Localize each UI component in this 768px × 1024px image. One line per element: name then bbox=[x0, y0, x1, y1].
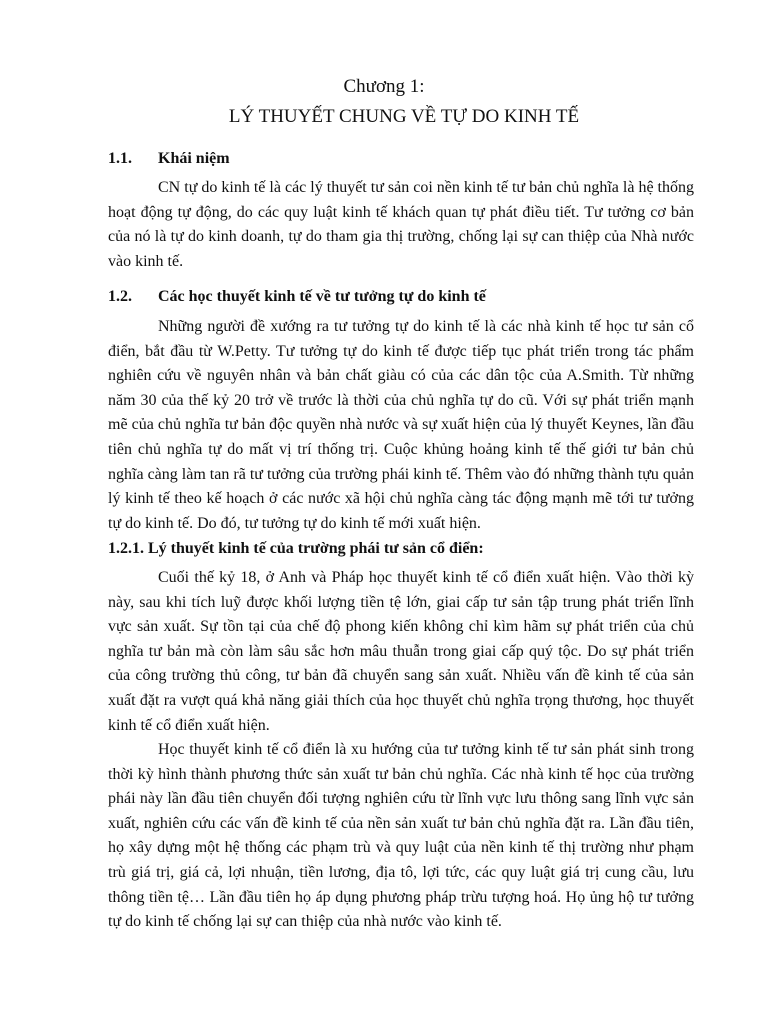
paragraph-1-2-1-b: Học thuyết kinh tế cổ điển là xu hướng của tư tưởng kinh tế tư sản phát sinh trong thời kỳ hình thành phương thức sản xuất tư bản chủ nghĩa. Các nhà kinh tế học của trường phái này lần đầu tiên chuyển đối tượng nghiên cứu từ lĩnh vực lưu thông sang lĩnh vực sản xuất, nghiên cứu các vấn đề kinh tế của nền sản xuất tư bản chủ nghĩa đặt ra. Lần đầu tiên, họ xây dựng một hệ thống các phạm trù và quy luật của nền kinh tế thị trường như phạm trù giá trị, giá cả, lợi nhuận, tiền lương, địa tô, lợi tức, các quy luật giá trị cung cầu, lưu thông tiền tệ… Lần đầu tiên họ áp dụng phương pháp trừu tượng hoá. Họ ủng hộ tư tưởng tự do kinh tế chống lại sự can thiệp của nhà nước vào kinh tế. bbox=[108, 741, 694, 931]
paragraph-1-2: Những người đề xướng ra tư tưởng tự do kinh tế là các nhà kinh tế học tư sản cổ điển, bắt đầu từ W.Petty. Tư tưởng tự do kinh tế được tiếp tục phát triển trong tác phẩm nghiên cứu về nguyên nhân và bản chất giàu có của các dân tộc của A.Smith. Từ những năm 30 của thế kỷ 20 trở về trước là thời của chủ nghĩa tự do cũ. Với sự phát triển mạnh mẽ của chủ nghĩa tư bản độc quyền nhà nước và sự xuất hiện của lý thuyết Keynes, lần đầu tiên chủ nghĩa tự do mất vị trí thống trị. Cuộc khủng hoảng kinh tế thế giới tư bản chủ nghĩa càng làm tan rã tư tưởng của trường phái kinh tế. Thêm vào đó những thành tựu quản lý kinh tế theo kế hoạch ở các nước xã hội chủ nghĩa càng tác động mạnh mẽ tới tư tưởng tự do kinh tế. Do đó, tư tưởng tự do kinh tế mới xuất hiện. bbox=[108, 318, 694, 532]
section-heading-1-2 bbox=[108, 286, 486, 308]
section-title: Các học thuyết kinh tế về tư tưởng tự do kinh tế bbox=[158, 288, 486, 305]
chapter-title: LÝ THUYẾT CHUNG VỀ TỰ DO KINH TẾ bbox=[228, 106, 580, 127]
paragraph-1-1: CN tự do kinh tế là các lý thuyết tư sản coi nền kinh tế tư bản chủ nghĩa là hệ thống hoạt động tự động, do các quy luật kinh tế khách quan tự phát điều tiết. Tư tưởng cơ bản của nó là tự do kinh doanh, tự do tham gia thị trường, chống lại sự can thiệp của Nhà nước vào kinh tế. bbox=[108, 179, 694, 270]
section-heading-1-2-1: 1.2.1. Lý thuyết kinh tế của trường phái tư sản cổ điển: bbox=[108, 540, 484, 557]
section-heading-1-1 bbox=[108, 148, 230, 170]
section-number: 1.2. bbox=[108, 288, 132, 305]
section-title: Khái niệm bbox=[158, 150, 230, 167]
paragraph-1-2-1-a: Cuối thế kỷ 18, ở Anh và Pháp học thuyết kinh tế cổ điển xuất hiện. Vào thời kỳ này, sau khi tích luỹ được khối lượng tiền tệ lớn, giai cấp tư sản tập trung phát triển lĩnh vực sản xuất. Sự tồn tại của chế độ phong kiến không chỉ kìm hãm sự phát triển của chủ nghĩa tư bản mà còn làm sâu sắc hơn mâu thuẫn trong giai cấp quý tộc. Do sự phát triển của công trường thủ công, tư bản đã chuyển sang sản xuất. Nhiều vấn đề kinh tế của sản xuất đặt ra vượt quá khả năng giải thích của học thuyết chủ nghĩa trọng thương, học thuyết kinh tế cổ điển xuất hiện. bbox=[108, 569, 694, 734]
section-number: 1.1. bbox=[108, 150, 132, 167]
chapter-number: Chương 1: bbox=[343, 76, 425, 97]
